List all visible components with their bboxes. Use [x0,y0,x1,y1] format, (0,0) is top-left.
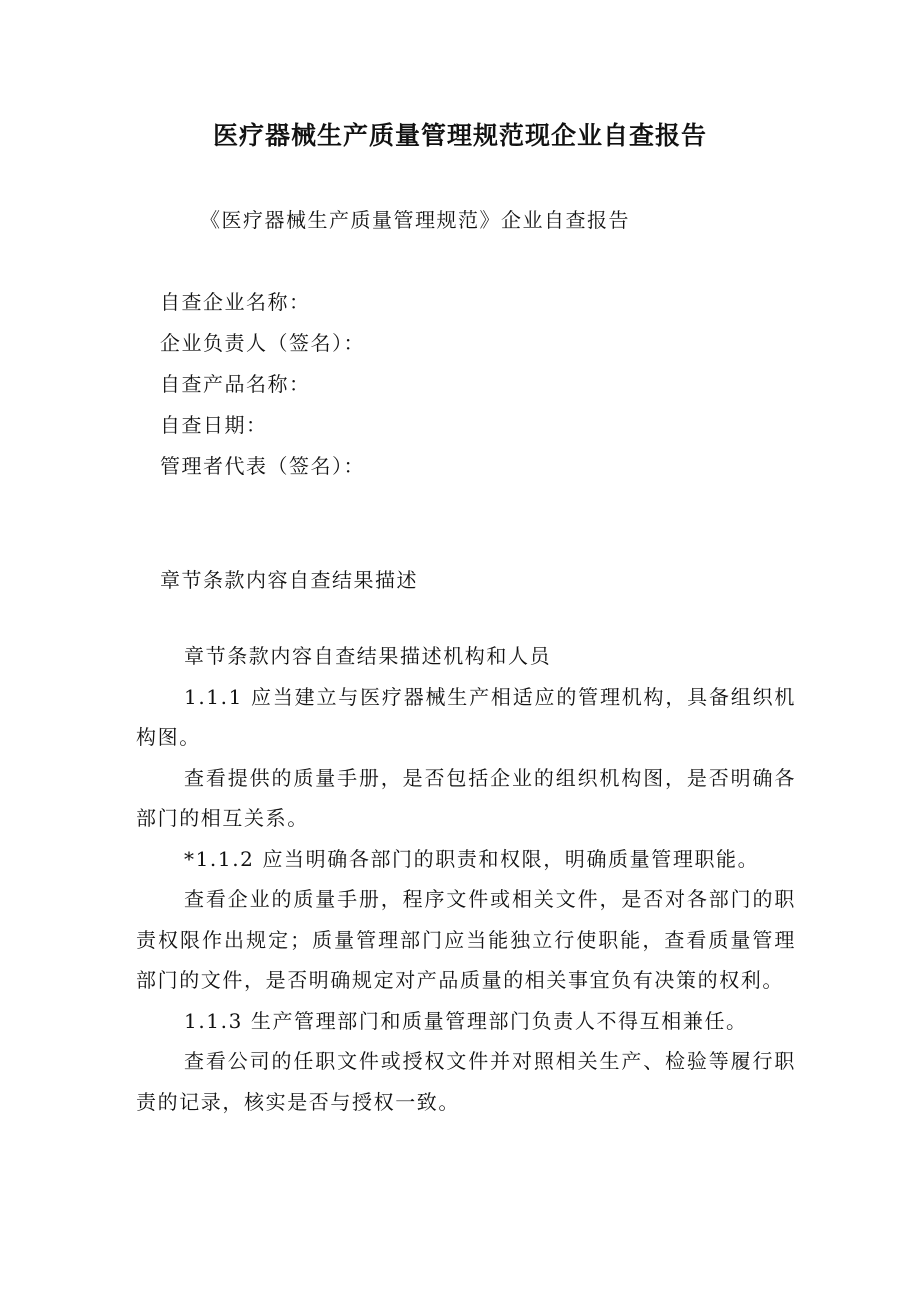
document-subtitle: 《医疗器械生产质量管理规范》企业自查报告 [200,208,630,232]
paragraph: 1.1.1 应当建立与医疗器械生产相适应的管理机构，具备组织机构图。 [136,684,796,749]
paragraph: 查看企业的质量手册，程序文件或相关文件，是否对各部门的职责权限作出规定；质量管理部门应当能独立行使职能，查看质量管理部门的文件，是否明确规定对产品质量的相关事宜负有决策的权利。 [136,887,796,992]
field-company-head: 企业负责人（签名）： [160,331,365,355]
paragraph: 章节条款内容自查结果描述机构和人员 [184,644,552,668]
paragraph: 1.1.3 生产管理部门和质量管理部门负责人不得互相兼任。 [184,1008,748,1033]
field-product-name: 自查产品名称： [160,372,311,396]
field-company-name: 自查企业名称： [160,290,311,314]
paragraph: 查看公司的任职文件或授权文件并对照相关生产、检验等履行职责的记录，核实是否与授权一致。 [136,1049,796,1114]
field-inspection-date: 自查日期： [160,413,268,437]
paragraph: *1.1.2 应当明确各部门的职责和权限，明确质量管理职能。 [184,846,760,871]
paragraph: 查看提供的质量手册，是否包括企业的组织机构图，是否明确各部门的相互关系。 [136,765,796,830]
body-text [136,636,796,1122]
section-heading: 章节条款内容自查结果描述 [160,568,418,592]
field-management-rep: 管理者代表（签名）： [160,454,365,478]
document-title: 医疗器械生产质量管理规范现企业自查报告 [212,121,707,150]
